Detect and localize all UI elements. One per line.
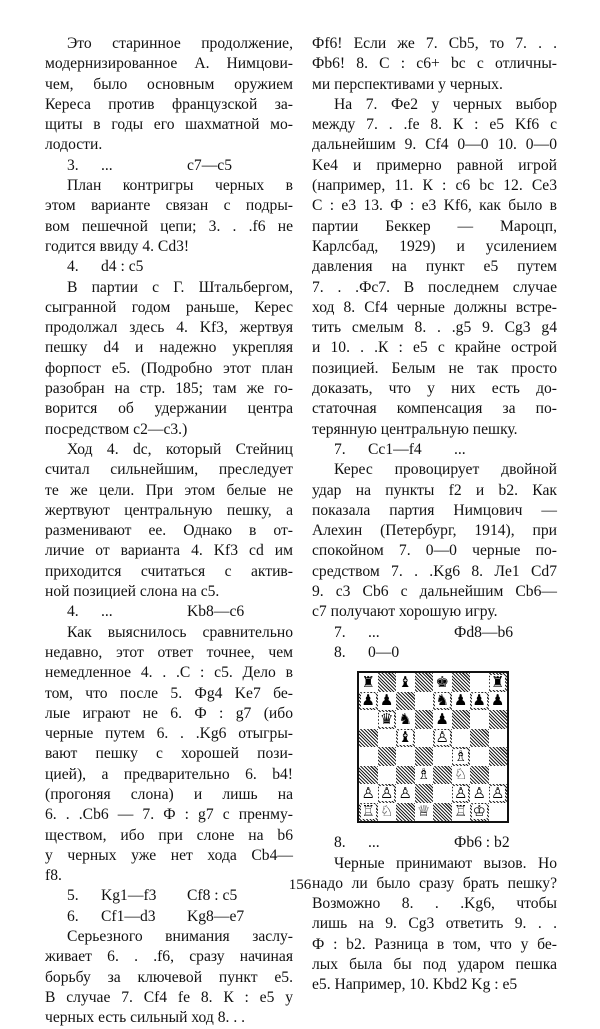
text-line: Ф : b2. Разница в том, что у бе- [312, 935, 557, 953]
chess-piece-icon: ♙ [435, 728, 449, 747]
chess-piece-icon: ♙ [398, 783, 412, 802]
board-square [470, 692, 489, 711]
move-white: ... [368, 834, 380, 852]
text-line: этом варианте связан с подры- [45, 197, 293, 215]
text-line: ществом, ибо при слоне на b6 [45, 826, 293, 844]
board-square [396, 766, 415, 785]
text-line: 9. c3 Cb6 с дальнейшим Cb6— [312, 583, 557, 601]
page-number: 156 [288, 877, 312, 893]
board-square [433, 692, 452, 711]
text-line: считал сильнейшим, преследует [45, 461, 293, 479]
text-line: спокойном 7. 0—0 черные по- [312, 542, 557, 560]
chess-piece-icon: ♟ [435, 709, 449, 728]
chess-piece-icon: ♖ [454, 802, 468, 821]
chess-piece-icon: ♙ [491, 783, 505, 802]
move-white: Kg1—f3 [101, 887, 157, 905]
board-square [452, 766, 471, 785]
board-square [489, 710, 508, 729]
text-line: те же цели. При этом белые не [45, 481, 293, 499]
move-white: Cc1—f4 [368, 440, 422, 458]
board-square [452, 729, 471, 748]
board-square [359, 729, 378, 748]
text-line: дальнейшим 9. Cf4 0—0 10. 0—0 [312, 136, 557, 154]
text-line: приходится считаться с актив- [45, 562, 293, 580]
text-line: c7 получают хорошую игру. [312, 603, 498, 621]
text-line: Фb6! 8. C : c6+ bc с отличны- [312, 55, 557, 73]
board-square [433, 766, 452, 785]
text-line: продолжал здесь 4. Kf3, жертвуя [45, 319, 293, 337]
move-num: 3. [67, 156, 79, 174]
board-square [415, 673, 434, 692]
board-square [470, 710, 489, 729]
board-square [489, 766, 508, 785]
board-square [378, 784, 397, 803]
text-line: лых была бы под ударом пешка [312, 955, 557, 973]
move-line [312, 440, 557, 460]
move-num: 8. [334, 834, 346, 852]
chess-piece-icon: ♟ [380, 691, 394, 710]
board-square [489, 784, 508, 803]
chess-piece-icon: ♟ [454, 691, 468, 710]
chess-piece-icon: ♙ [380, 783, 394, 802]
board-square [452, 692, 471, 711]
board-square [433, 710, 452, 729]
move-white: ... [368, 623, 380, 641]
chess-piece-icon: ♔ [472, 802, 486, 821]
chess-piece-icon: ♞ [398, 709, 412, 728]
paragraph [45, 623, 293, 887]
move-line [45, 907, 293, 927]
board-square [396, 729, 415, 748]
text-line: вом пешечной цепи; 3. . .f6 не [45, 217, 293, 235]
move-line [312, 643, 557, 663]
board-square [378, 803, 397, 822]
text-line: Фf6! Если же 7. Cb5, то 7. . . [312, 35, 557, 52]
board-square [359, 747, 378, 766]
chess-piece-icon: ♘ [380, 802, 394, 821]
move-black: Фd8—b6 [454, 623, 514, 641]
board-square [489, 729, 508, 748]
text-line: разобран на стр. 185; там же го- [45, 380, 293, 398]
chess-piece-icon: ♚ [435, 672, 449, 691]
board-square [433, 803, 452, 822]
text-line: f8. [45, 867, 62, 885]
board-square [359, 673, 378, 692]
text-line: разменивают ее. Однако в от- [45, 522, 293, 540]
board-square [378, 692, 397, 711]
text-line: Алехин (Петербург, 1914), при [312, 522, 557, 540]
text-line: Это старинное продолжение, [67, 35, 293, 52]
text-line: давления на пункт e5 путем [312, 258, 557, 276]
board-square [489, 747, 508, 766]
text-line: ной позицией слона на c5. [45, 583, 220, 601]
text-line: позицией. Белым не так просто [312, 359, 557, 377]
paragraph [45, 927, 293, 1028]
text-line: надо ли было сразу брать пешку? [312, 874, 557, 892]
board-square [359, 766, 378, 785]
text-line: 6. . .Cb6 — 7. Ф : g7 с пренму- [45, 806, 293, 824]
paragraph [45, 176, 293, 257]
text-line: удар на пункты f2 и b2. Как [312, 481, 557, 499]
text-line: партии Беккер — Мароцп, [312, 217, 557, 235]
text-line: Ход 4. dc, который Стейниц [67, 440, 293, 458]
text-line: доказать, что у них есть до- [312, 380, 557, 398]
chess-piece-icon: ♞ [435, 691, 449, 710]
text-line: щиты в годы его шахматной мо- [45, 116, 293, 134]
move-line [45, 602, 293, 622]
text-line: жертвуют центральную пешку, а [45, 501, 293, 519]
board-square [470, 766, 489, 785]
text-line: 7. . .Фc7. В последнем случае [312, 278, 557, 296]
chess-board [357, 671, 509, 823]
board-square [452, 747, 471, 766]
board-square [489, 803, 508, 822]
chess-piece-icon: ♝ [398, 672, 412, 691]
move-num: 4. [67, 258, 79, 276]
move-num: 6. [67, 907, 79, 925]
chess-piece-icon: ♙ [454, 783, 468, 802]
text-line: Кереса против французской за- [45, 95, 293, 113]
text-line: Ke4 и примерно равной игрой [312, 156, 557, 174]
text-line: и 10. . .К : e5 с крайне острой [312, 339, 557, 357]
move-line [45, 156, 293, 176]
board-square [396, 803, 415, 822]
text-line: (например, 11. К : c6 bc 12. Ce3 [312, 177, 557, 195]
text-line: ми перспективами у черных. [312, 75, 503, 93]
text-line: личие от варианта 4. Kf3 cd им [45, 542, 293, 560]
text-line: ход 8. Cf4 черные должны встре- [312, 298, 557, 316]
move-num: 5. [67, 887, 79, 905]
board-square [415, 766, 434, 785]
text-line: Карлсбад, 1929) и усилением [312, 237, 557, 255]
text-line: модернизированное А. Нимцови- [45, 55, 293, 73]
board-square [359, 803, 378, 822]
chess-piece-icon: ♝ [398, 728, 412, 747]
move-black: Cf8 : c5 [187, 887, 238, 905]
move-num: 7. [334, 623, 346, 641]
board-square [433, 747, 452, 766]
text-line: терянную центральную пешку. [312, 420, 518, 438]
move-black: ... [454, 440, 466, 458]
move-line [312, 623, 557, 643]
board-square [378, 673, 397, 692]
chess-piece-icon: ♜ [491, 672, 505, 691]
text-line: сыгранной годом раньше, Керес [45, 298, 293, 316]
board-square [415, 729, 434, 748]
text-line: статочная компенсация за по- [312, 400, 557, 418]
board-square [470, 729, 489, 748]
paragraph [45, 34, 293, 156]
board-square [470, 803, 489, 822]
paragraph [312, 95, 557, 440]
text-line: (прогоняя слона) и лишь на [45, 785, 293, 803]
text-line: вают пешку с хорошей пози- [45, 745, 293, 763]
board-square [489, 692, 508, 711]
paragraph [45, 278, 293, 440]
text-line: C : e3 13. Ф : e3 Kf6, как было в [312, 197, 557, 215]
board-square [396, 784, 415, 803]
text-line: средством 7. . .Kg6 8. Лe1 Cd7 [312, 562, 557, 580]
text-line: годится ввиду 4. Cd3! [45, 237, 190, 255]
board-square [452, 784, 471, 803]
move-num: 7. [334, 440, 346, 458]
board-square [452, 710, 471, 729]
text-line: лишь на 9. Cg3 ответить 9. . . [312, 915, 557, 933]
board-square [359, 784, 378, 803]
move-num: 8. [334, 643, 346, 661]
board-square [359, 710, 378, 729]
text-line: борьбу за ключевой пункт e5. [45, 968, 293, 986]
chess-piece-icon: ♟ [361, 691, 375, 710]
paragraph [312, 854, 557, 996]
board-square [378, 766, 397, 785]
text-line: немедленное 4. . .C : c5. Дело в [45, 664, 293, 682]
text-line: Как выяснилось сравнительно [67, 623, 293, 641]
text-line: чем, было основным оружием [45, 75, 293, 93]
text-line: План контригры черных в [67, 177, 293, 195]
board-square [396, 673, 415, 692]
board-square [415, 710, 434, 729]
chess-piece-icon: ♜ [361, 672, 375, 691]
text-line: лые играют не 6. Ф : g7 (ибо [45, 704, 293, 722]
move-white: ... [101, 156, 113, 174]
board-square [433, 784, 452, 803]
text-line: Черные принимают вызов. Но [334, 854, 557, 872]
board-square [433, 673, 452, 692]
move-black: c7—c5 [187, 156, 233, 174]
board-square [396, 747, 415, 766]
move-black: Kb8—c6 [187, 603, 245, 621]
board-square [452, 803, 471, 822]
board-square [359, 692, 378, 711]
board-square [489, 673, 508, 692]
text-line: черных есть сильный ход 8. . . [45, 1009, 246, 1027]
chess-piece-icon: ♛ [380, 709, 394, 728]
move-num: 4. [67, 603, 79, 621]
move-white: 0—0 [368, 643, 400, 661]
board-square [415, 692, 434, 711]
text-line: Керес провоцирует двойной [334, 461, 557, 479]
chess-piece-icon: ♗ [454, 746, 468, 765]
board-square [396, 710, 415, 729]
chess-piece-icon: ♗ [417, 765, 431, 784]
text-line: тить смелым 8. . .g5 9. Cg3 g4 [312, 319, 557, 337]
text-line: e5. Например, 10. Kbd2 Kg : e5 [312, 976, 518, 994]
chess-piece-icon: ♟ [491, 691, 505, 710]
paragraph [312, 460, 557, 622]
text-line: живает 6. . .f6, сразу начиная [45, 948, 293, 966]
text-line: В случае 7. Cf4 fe 8. К : e5 у [45, 988, 293, 1006]
text-line: Возможно 8. . .Kg6, чтобы [312, 895, 557, 913]
right-column [312, 34, 557, 996]
move-white: Cf1—d3 [101, 907, 156, 925]
text-line: форпост e5. (Подробно этот план [45, 359, 293, 377]
move-line [312, 833, 557, 853]
board-square [415, 784, 434, 803]
board-square [470, 784, 489, 803]
text-line: том, что после 5. Фg4 Ke7 бе- [45, 684, 293, 702]
text-line: ворится об удержании центра [45, 400, 293, 418]
text-line: На 7. Фe2 у черных выбор [334, 95, 557, 113]
move-black [454, 643, 557, 663]
move-white: d4 : c5 [101, 258, 144, 276]
chess-piece-icon: ♘ [454, 765, 468, 784]
board-square [378, 747, 397, 766]
text-line: пешку d4 и надежно укрепляя [45, 339, 293, 357]
text-line: показала партия Нимцович — [312, 501, 557, 519]
move-line [45, 257, 293, 277]
move-black: Фb6 : b2 [454, 834, 510, 852]
board-square [470, 673, 489, 692]
chess-piece-icon: ♖ [361, 802, 375, 821]
move-black: Kg8—e7 [187, 907, 245, 925]
board-square [452, 673, 471, 692]
chess-piece-icon: ♟ [472, 691, 486, 710]
text-line: посредством c2—c3.) [45, 420, 188, 438]
text-line: Серьезного внимания заслу- [67, 928, 293, 946]
board-square [396, 692, 415, 711]
text-line: лодости. [45, 136, 103, 154]
text-line: цией), а предварительно 6. b4! [45, 765, 293, 783]
paragraph [312, 34, 557, 95]
move-black [187, 257, 293, 277]
text-line: между 7. . .fe 8. К : e5 Kf6 с [312, 116, 557, 134]
text-line: черные путем 6. . .Kg6 отыгры- [45, 725, 293, 743]
text-line: В партии с Г. Штальбергом, [67, 278, 293, 296]
board-square [433, 729, 452, 748]
board-square [378, 729, 397, 748]
chess-piece-icon: ♙ [361, 783, 375, 802]
text-line: у черных уже нет хода Cb4— [45, 846, 293, 864]
board-square [378, 710, 397, 729]
paragraph [45, 440, 293, 602]
chess-piece-icon: ♙ [472, 783, 486, 802]
board-square [415, 747, 434, 766]
text-line: недавно, этот ответ точнее, чем [45, 643, 293, 661]
board-square [415, 803, 434, 822]
chess-piece-icon: ♕ [417, 802, 431, 821]
board-square [470, 747, 489, 766]
move-white: ... [101, 603, 113, 621]
